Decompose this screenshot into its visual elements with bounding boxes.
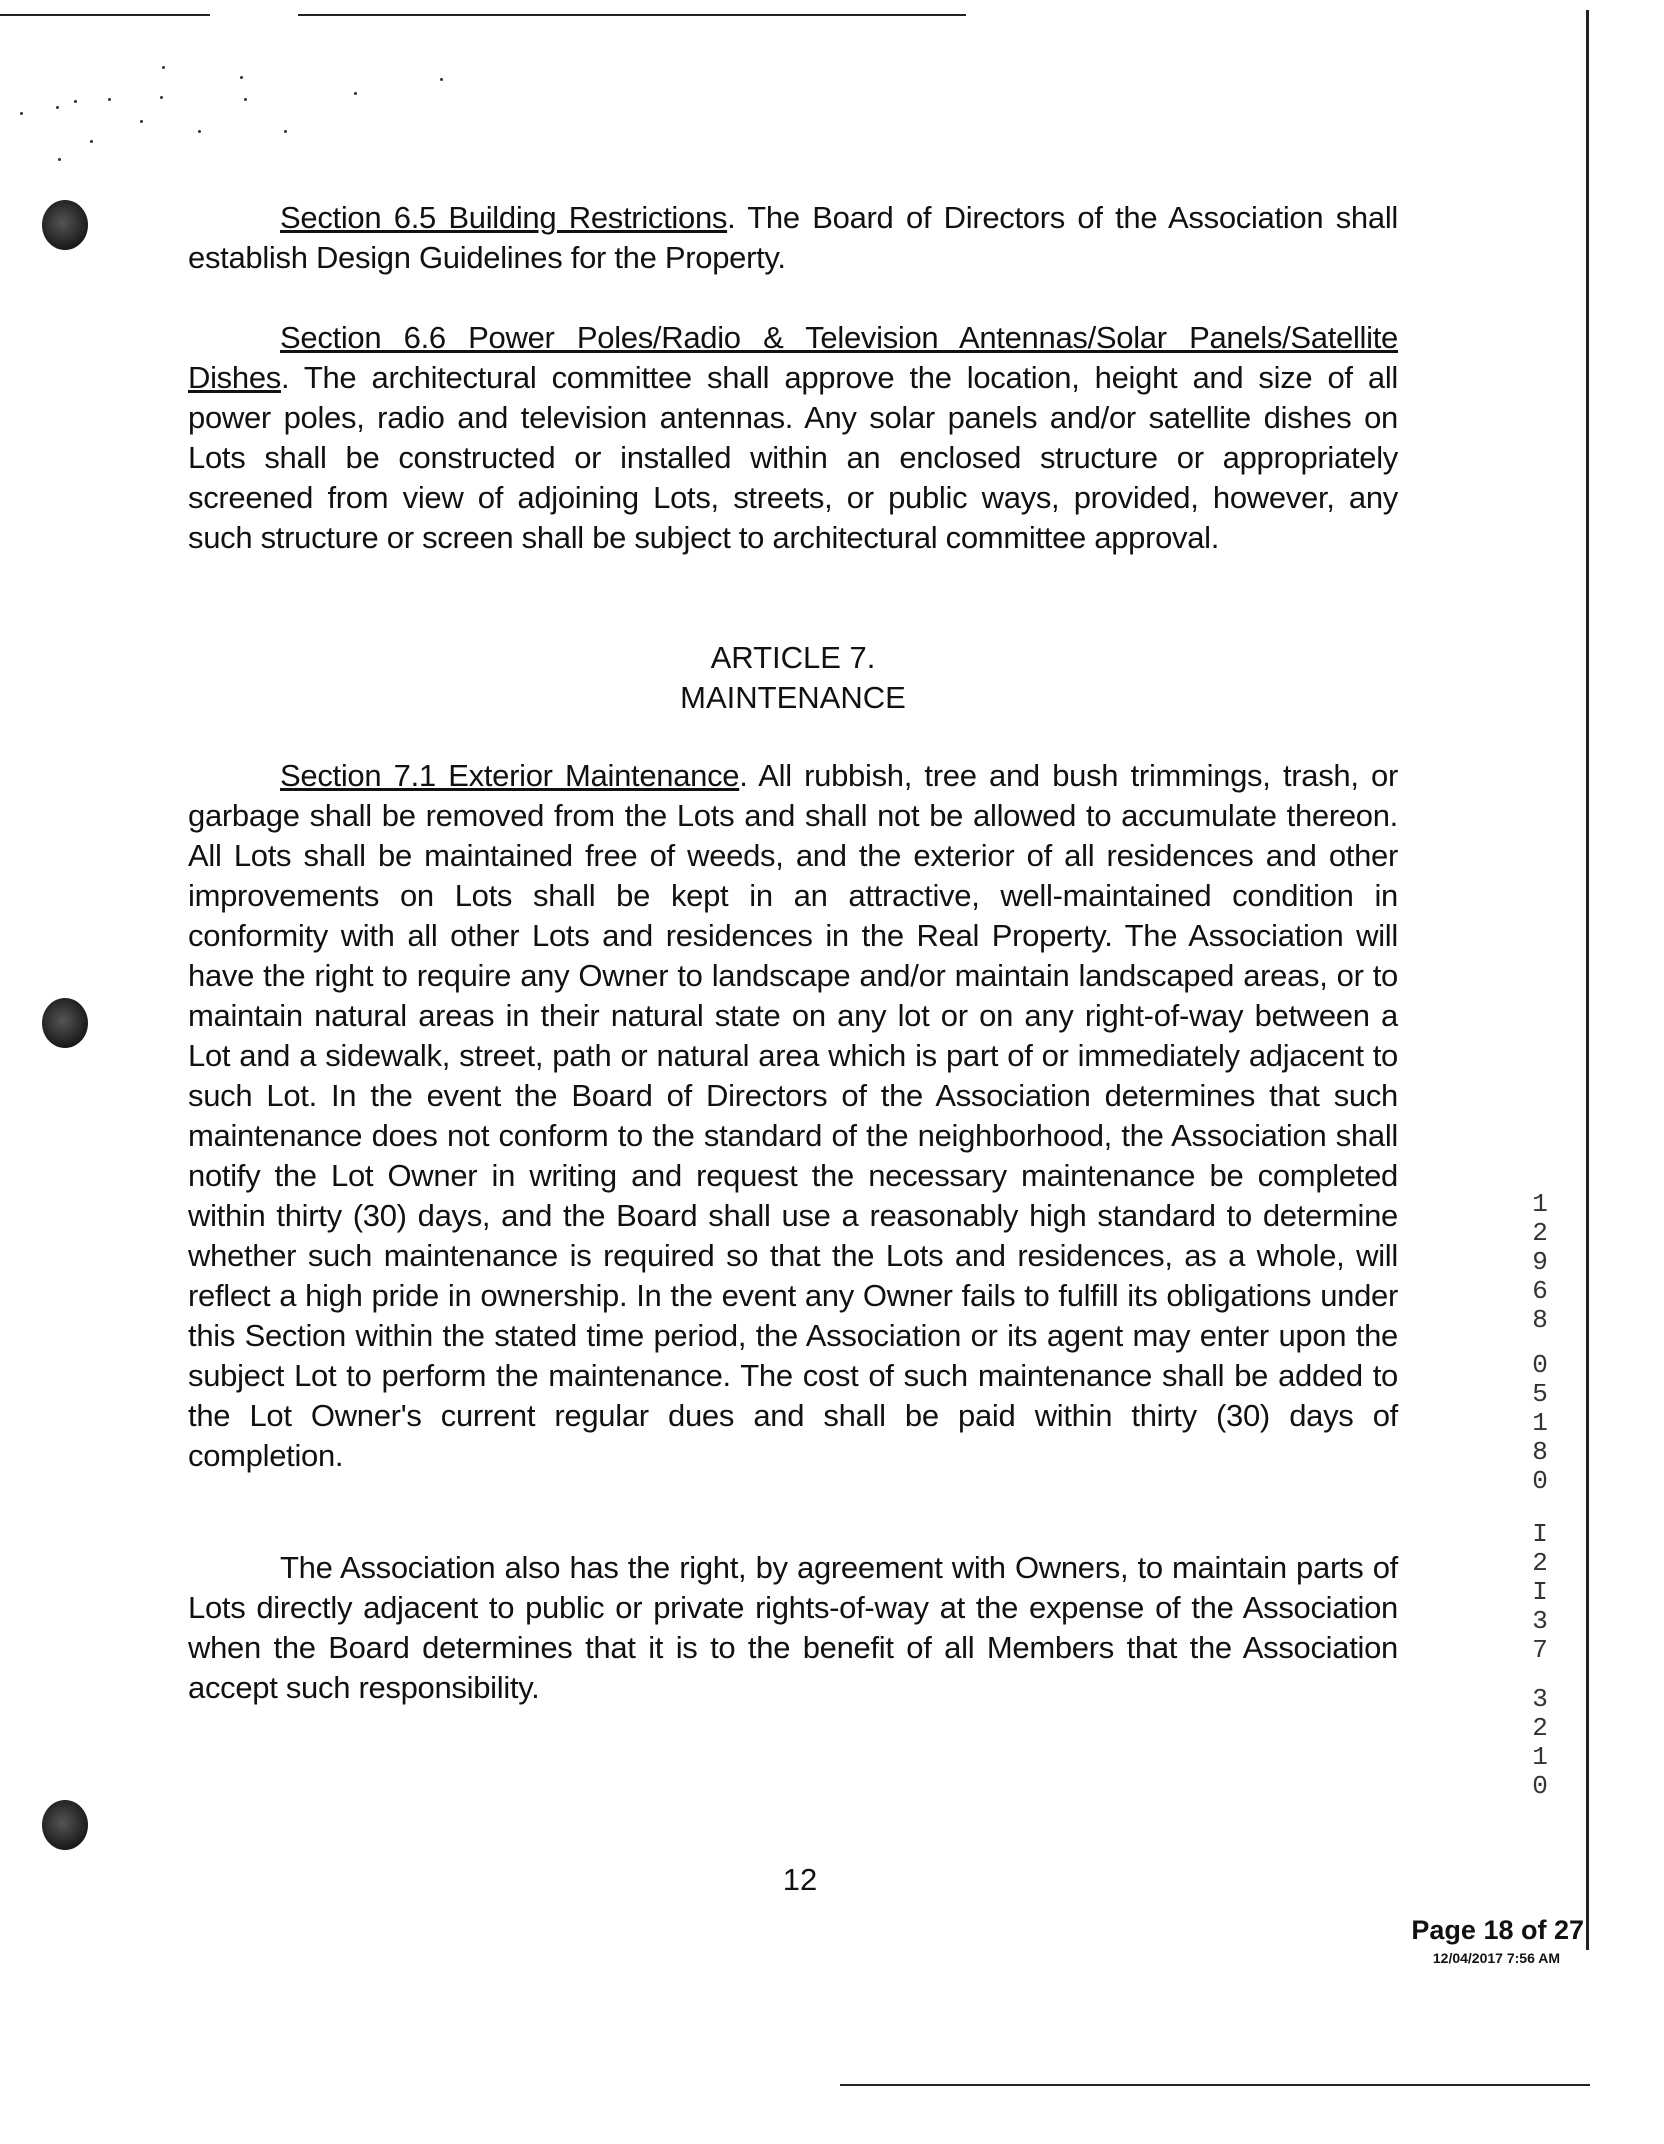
scan-speck [140, 120, 143, 123]
scan-speck [440, 78, 443, 81]
article-number: ARTICLE 7. [710, 640, 876, 675]
recording-number-stamp [1526, 1190, 1554, 1801]
scan-speck [108, 98, 111, 101]
scan-speck [160, 96, 163, 99]
section-6-6-heading: Section 6.6 Power Poles/Radio & Television Antennas/Solar Panels/Satellite Dishes [188, 320, 1398, 395]
scan-speck [354, 92, 357, 95]
section-6-6 [188, 318, 1398, 558]
scan-speck [240, 76, 243, 79]
scan-speck [20, 112, 23, 115]
scan-speck [284, 130, 287, 133]
scan-speck [90, 140, 93, 143]
page-number: 12 [782, 1862, 818, 1897]
section-7-1 [188, 756, 1398, 1476]
right-edge-line [1586, 10, 1589, 1950]
section-7-1-body: . All rubbish, tree and bush trimmings, trash, or garbage shall be removed from the Lots and shall not be allowed to accumulate thereon. All Lots shall be maintained free of weeds, and the exterior of all residences and other improvements on Lots shall be kept in an attractive, well-maintained condition in conformity with all other Lots and residences in the Real Property. The Association will have the right to require any Owner to landscape and/or maintain landscaped areas, or to maintain natural areas in their natural state on any lot or on any right-of-way between a Lot and a sidewalk, street, path or natural area which is part of or immediately adjacent to such Lot. In the event the Board of Directors of the Association determines that such maintenance does not conform to the standard of the neighborhood, the Association shall notify the Lot Owner in writing and request the necessary maintenance be completed within thirty (30) days, and the Board shall use a reasonably high standard to determine whether such maintenance is required so that the Lots and residences, as a whole, will reflect a high pride in ownership. In the event any Owner fails to fulfill its obligations under this Section within the stated time period, the Association or its agent may enter upon the subject Lot to perform the maintenance. The cost of such maintenance shall be added to the Lot Owner's current regular dues and shall be paid within thirty (30) days of completion. [188, 758, 1399, 1473]
stamp-digit: 2 [1532, 1548, 1548, 1578]
stamp-digit: 3 [1532, 1684, 1548, 1714]
hole-punch-middle [42, 998, 88, 1048]
scan-speck [74, 100, 77, 103]
stamp-digit: 1 [1532, 1742, 1548, 1772]
hole-punch-top [42, 200, 88, 250]
section-7-1-heading: Section 7.1 Exterior Maintenance [280, 758, 740, 793]
stamp-digit: 6 [1532, 1276, 1548, 1306]
stamp-digit: 0 [1532, 1350, 1548, 1380]
scan-speck [162, 66, 165, 69]
scan-speck [58, 158, 61, 161]
stamp-digit: 0 [1532, 1466, 1548, 1496]
section-6-6-body: . The architectural committee shall approve the location, height and size of all power poles, radio and television antennas. Any solar panels and/or satellite dishes on Lots shall be constructed or installed within an enclosed structure or appropriately screened from view of adjoining Lots, streets, or public ways, provided, however, any such structure or screen shall be subject to architectural committee approval. [188, 360, 1398, 555]
section-6-5-heading: Section 6.5 Building Restrictions [280, 200, 728, 235]
section-7-1-para2: The Association also has the right, by agreement with Owners, to maintain parts of Lots directly adjacent to public or private rights-of-way at the expense of the Association when the Board determines that it is to the benefit of all Members that the Association accept such responsibility. [188, 1550, 1398, 1705]
stamp-digit: 1 [1532, 1408, 1548, 1438]
stamp-digit: 8 [1532, 1305, 1548, 1335]
stamp-gap [1526, 1665, 1554, 1685]
bottom-scan-line [840, 2084, 1590, 2086]
section-7-1-paragraph-2 [188, 1548, 1398, 1708]
top-scan-line-right [298, 14, 966, 16]
article-title: MAINTENANCE [680, 680, 906, 715]
article-heading [188, 638, 1398, 718]
stamp-digit: 1 [1532, 1189, 1548, 1219]
stamp-digit: I [1532, 1577, 1548, 1607]
stamp-digit: 0 [1532, 1771, 1548, 1801]
stamp-digit: 5 [1532, 1379, 1548, 1409]
top-scan-line-left [0, 14, 210, 16]
stamp-digit: 2 [1532, 1218, 1548, 1248]
stamp-gap [1526, 1496, 1554, 1520]
section-6-5-body: . The Board of Directors of the Association shall establish Design Guidelines for the Property. [188, 200, 1398, 275]
stamp-digit: 9 [1532, 1247, 1548, 1277]
scan-speck [56, 106, 59, 109]
stamp-gap [1526, 1335, 1554, 1351]
stamp-digit: 8 [1532, 1437, 1548, 1467]
page-of-count: Page 18 of 27 [1411, 1915, 1584, 1945]
scan-speck [244, 98, 247, 101]
stamp-digit: 7 [1532, 1635, 1548, 1665]
section-6-5 [188, 198, 1398, 278]
stamp-digit: I [1532, 1519, 1548, 1549]
scan-speck [198, 130, 201, 133]
stamp-digit: 2 [1532, 1713, 1548, 1743]
stamp-digit: 3 [1532, 1606, 1548, 1636]
recording-timestamp: 12/04/2017 7:56 AM [1432, 1950, 1560, 1966]
hole-punch-bottom [42, 1800, 88, 1850]
